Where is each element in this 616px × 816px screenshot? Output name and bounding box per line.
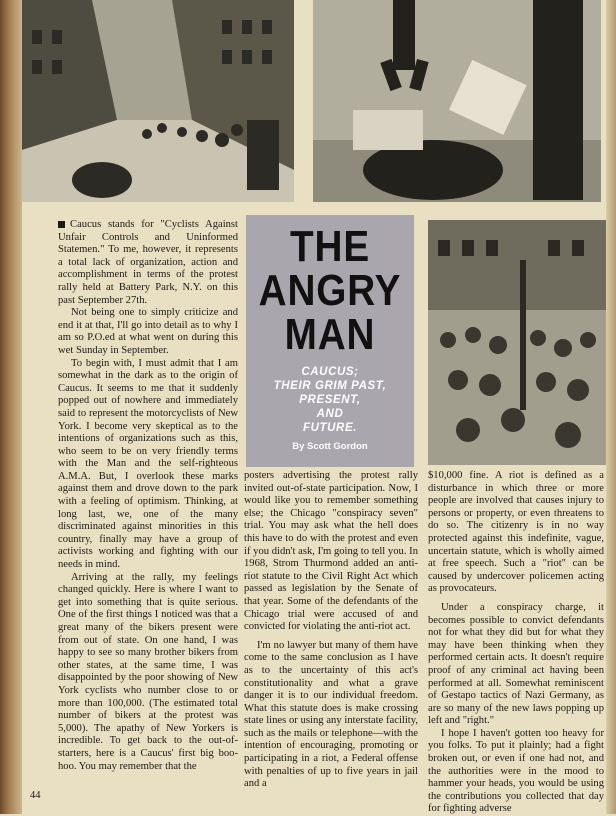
paragraph: Arriving at the rally, my feelings changed quickly. Here is where I want to get into something that is quite serious. One of the first things I noticed was that a great many of the bikers present were from out of state. On one hand, I was happy to see so many brother bikers from other states, at the same time, I was disappointed by the poor showing of New York cyclists who number close to or more than 100,000. (The estimated total number of bikers at the protest was 5,000). The apathy of New Yorkers is incredible. To get back to the out-of-starters, here is a Caucus' first big boo-hoo. You may remember that the — [58, 571, 238, 772]
subtitle-line: FUTURE. — [302, 422, 358, 434]
paragraph: $10,000 fine. A riot is defined as a disturbance in which three or more people are involved that causes injury to persons or property, or even threatens to do so. The citizenry is in no way protected against this indefinite, vague, uncertain statute, which is wholly aimed at free speech. Such a "riot" can be caused by undercover policemen acting as provocateurs. — [428, 470, 604, 595]
page-number: 44 — [30, 790, 41, 801]
bullet-icon — [58, 221, 65, 228]
article-title — [256, 222, 404, 359]
photo-crowd — [428, 220, 606, 465]
subtitle-line: CAUCUS; — [301, 366, 359, 378]
subtitle-line: AND — [316, 408, 344, 420]
text-column-1 — [58, 219, 238, 773]
photo-street-rally — [22, 0, 294, 202]
text-column-2 — [244, 470, 418, 791]
title-line-2: ANGRY — [258, 266, 402, 315]
paragraph: I'm no lawyer but many of them have come to the same conclusion as I have as to the uncertainty of this act's constitutionality and what a grave danger it is to our individual freedom. What this statute does is make crossing state lines or using any interstate facility, such as the mails or telephone—with the intention of encouraging, promoting or participating in a riot, a Federal offense with penalties of up to five years in jail and a — [244, 639, 418, 790]
subtitle-line: PRESENT, — [299, 394, 361, 406]
article-title-box — [246, 215, 414, 467]
paragraph: Under a conspiracy charge, it becomes possible to convict defendants not for what they did but for what they may have been thinking when they performed certain acts. It doesn't require proof of any criminal act having been performed at all. Somewhat reminiscent of Gestapo tactics of Nazi Germany, as are so many of the new laws popping up left and "right." — [428, 601, 604, 727]
byline: By Scott Gordon — [292, 441, 368, 452]
page-spine — [0, 0, 22, 814]
title-line-1: THE — [289, 222, 371, 271]
paragraph: posters advertising the protest rally invited out-of-state participation. Now, I would like you to remember something else; the Chicago "conspiracy seven" trial. You may ask what the hell does this have to do with the protest and even if you didn't ask, I'm going to tell you. In 1968, Strom Thurmond added an anti-riot statute to the Civil Right Act which passed as legislation by the Senate of that year. Some of the defendants of the Chicago trial were accused of and convicted for violating the anti-riot act. — [244, 470, 418, 633]
photo-bike-closeup — [313, 0, 601, 202]
article-subtitle — [246, 365, 414, 435]
paragraph: To begin with, I must admit that I am somewhat in the dark as to the origin of Caucus. It seems to me that it suddenly popped out of nowhere and immediately said to represent the motorcyclists of New York. I become very skeptical as to the intentions of organizations such as this, who seem to be on very friendly terms with the Man and the self-righteous A.M.A. But, I overlook these marks against them and drove down to the park with a feeling of optimism. Thinking, at long last, we, one of the many discriminated against minorities in this country, finally may have a group of activists working and fighting with our needs in mind. — [58, 357, 238, 571]
paragraph: Not being one to simply criticize and end it at that, I'll go into detail as to why I am so P.O.ed at what went on during this wet Sunday in September. — [58, 307, 238, 356]
page-edge — [606, 0, 616, 814]
paragraph: Caucus stands for "Cyclists Against Unfair Controls and Uninformed Statemen." To me, however, it represents a total lack of organization, action and accomplishment in terms of the protest rally held at Battery Park, N.Y. on this past September 27th. — [58, 219, 238, 306]
text-column-3 — [428, 470, 604, 816]
subtitle-line: THEIR GRIM PAST, — [273, 380, 387, 392]
title-line-3: MAN — [284, 310, 376, 359]
paragraph: I hope I haven't gotten too heavy for you folks. To put it plainly; had a fight broken out, or even if one had not, and the authorities were in the mood to hammer your heads, you would be using the contributions you collected that day for fighting adverse — [428, 727, 604, 815]
